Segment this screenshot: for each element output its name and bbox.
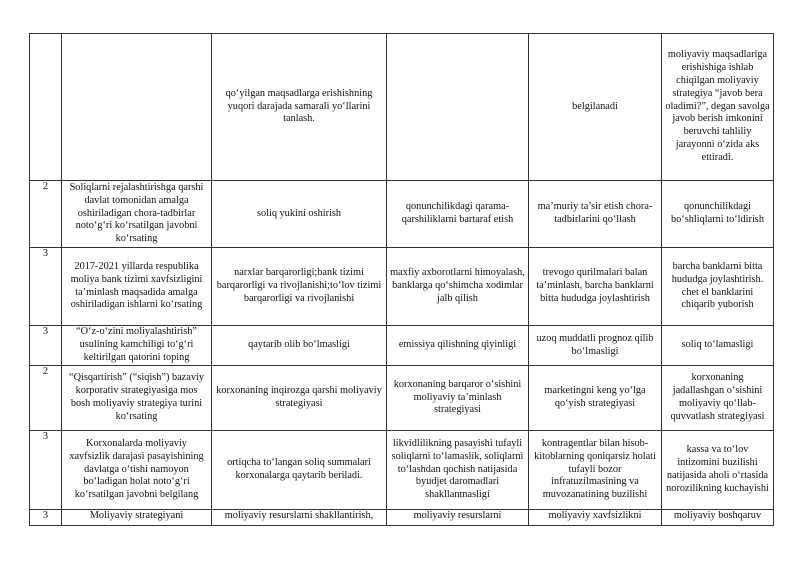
table-row xyxy=(30,326,774,366)
answer-cell-2: maxfiy axborotlarni himoyalash, banklarga qo‘shimcha xodimlar jalb qilish xyxy=(387,248,529,326)
row-number-cell: 2 xyxy=(30,181,62,248)
answer-cell-4: soliq to‘lamasligi xyxy=(662,326,774,366)
answer-cell-4: kassa va to‘lov intizomini buzilishi natijasida aholi o‘rtasida norozilikning kuchayishi xyxy=(662,431,774,510)
answer-cell-1: moliyaviy resurslarni shakllantirish, xyxy=(212,510,387,526)
question-cell: “O‘z-o‘zini moliyalashtirish” usulining kamchiligi to‘g‘ri keltirilgan qatorini toping xyxy=(62,326,212,366)
answer-cell-1: qo‘yilgan maqsadlarga erishishning yuqori darajada samarali yo‘llarini tanlash. xyxy=(212,34,387,181)
questions-table xyxy=(29,33,774,526)
answer-cell-3: ma’muriy ta’sir etish chora-tadbirlarini qo‘llash xyxy=(529,181,662,248)
question-cell: 2017-2021 yillarda respublika moliya bank tizimi xavfsizligini ta’minlash maqsadida amalga oshiriladigan ishlarni ko‘rsating xyxy=(62,248,212,326)
answer-cell-3: kontragentlar bilan hisob-kitoblarning qoniqarsiz holati tufayli bozor infratuzilmasining va muvozanatining buzilishi xyxy=(529,431,662,510)
answer-cell-2 xyxy=(387,34,529,181)
table-row xyxy=(30,34,774,181)
answer-cell-2: emissiya qilishning qiyinligi xyxy=(387,326,529,366)
answer-cell-3: belgilanadi xyxy=(529,34,662,181)
question-cell: Soliqlarni rejalashtirishga qarshi davlat tomonidan amalga oshiriladigan chora-tadbirlar noto‘g‘ri ko‘rsatilgan javobni ko‘rsating xyxy=(62,181,212,248)
answer-cell-2: korxonaning barqaror o‘sishini moliyaviy ta’minlash strategiyasi xyxy=(387,366,529,431)
answer-cell-1: ortiqcha to‘langan soliq summalari korxonalarga qaytarib beriladi. xyxy=(212,431,387,510)
row-number-cell: 3 xyxy=(30,326,62,366)
table-row xyxy=(30,510,774,526)
row-number-cell: 3 xyxy=(30,431,62,510)
answer-cell-2: likvidlilikning pasayishi tufayli soliqlarni to‘lamaslik, soliqlarni to‘lashdan qochish natijasida byudjet daromadlari shakllanmasligi xyxy=(387,431,529,510)
question-cell: “Qisqartirish” (“siqish”) bazaviy korporativ strategiyasiga mos bosh moliyaviy strategiya turini ko‘rsating xyxy=(62,366,212,431)
answer-cell-3: moliyaviy xavfsizlikni xyxy=(529,510,662,526)
answer-cell-3: uzoq muddatli prognoz qilib bo‘lmasligi xyxy=(529,326,662,366)
answer-cell-4: moliyaviy boshqaruv xyxy=(662,510,774,526)
question-cell: Korxonalarda moliyaviy xavfsizlik darajasi pasayishining davlatga o‘tishi namoyon bo‘ladigan holat noto‘g‘ri ko‘rsatilgan javobni belgilang xyxy=(62,431,212,510)
table-row xyxy=(30,248,774,326)
answer-cell-1: soliq yukini oshirish xyxy=(212,181,387,248)
row-number-cell xyxy=(30,34,62,181)
answer-cell-2: qonunchilikdagi qarama-qarshiliklarni bartaraf etish xyxy=(387,181,529,248)
answer-cell-4: korxonaning jadallashgan o‘sishini moliyaviy qo‘llab-quvvatlash strategiyasi xyxy=(662,366,774,431)
answer-cell-4: barcha banklarni bitta hududga joylashtirish. chet el banklarini chiqarib yuborish xyxy=(662,248,774,326)
table-row xyxy=(30,431,774,510)
answer-cell-4: qonunchilikdagi bo‘shliqlarni to‘ldirish xyxy=(662,181,774,248)
answer-cell-4: moliyaviy maqsadlariga erishishiga ishlab chiqilgan moliyaviy strategiya “javob bera oladimi?”, degan savolga javob berish imkonini beruvchi tahliliy jarayonni o‘zida aks ettiradi. xyxy=(662,34,774,181)
table-row xyxy=(30,181,774,248)
row-number-cell: 3 xyxy=(30,248,62,326)
answer-cell-1: qaytarib olib bo‘lmasligi xyxy=(212,326,387,366)
table-row xyxy=(30,366,774,431)
answer-cell-1: korxonaning inqirozga qarshi moliyaviy strategiyasi xyxy=(212,366,387,431)
question-cell xyxy=(62,34,212,181)
question-cell: Moliyaviy strategiyani xyxy=(62,510,212,526)
answer-cell-3: marketingni keng yo‘lga qo‘yish strategiyasi xyxy=(529,366,662,431)
answer-cell-1: narxlar barqarorligi;bank tizimi barqarorligi va rivojlanishi;to‘lov tizimi barqarorligi va rivojlanishi xyxy=(212,248,387,326)
row-number-cell: 2 xyxy=(30,366,62,431)
answer-cell-2: moliyaviy resurslarni xyxy=(387,510,529,526)
answer-cell-3: trevogo qurilmalari balan ta’minlash, barcha banklarni bitta hududga joylashtirish xyxy=(529,248,662,326)
row-number-cell: 3 xyxy=(30,510,62,526)
